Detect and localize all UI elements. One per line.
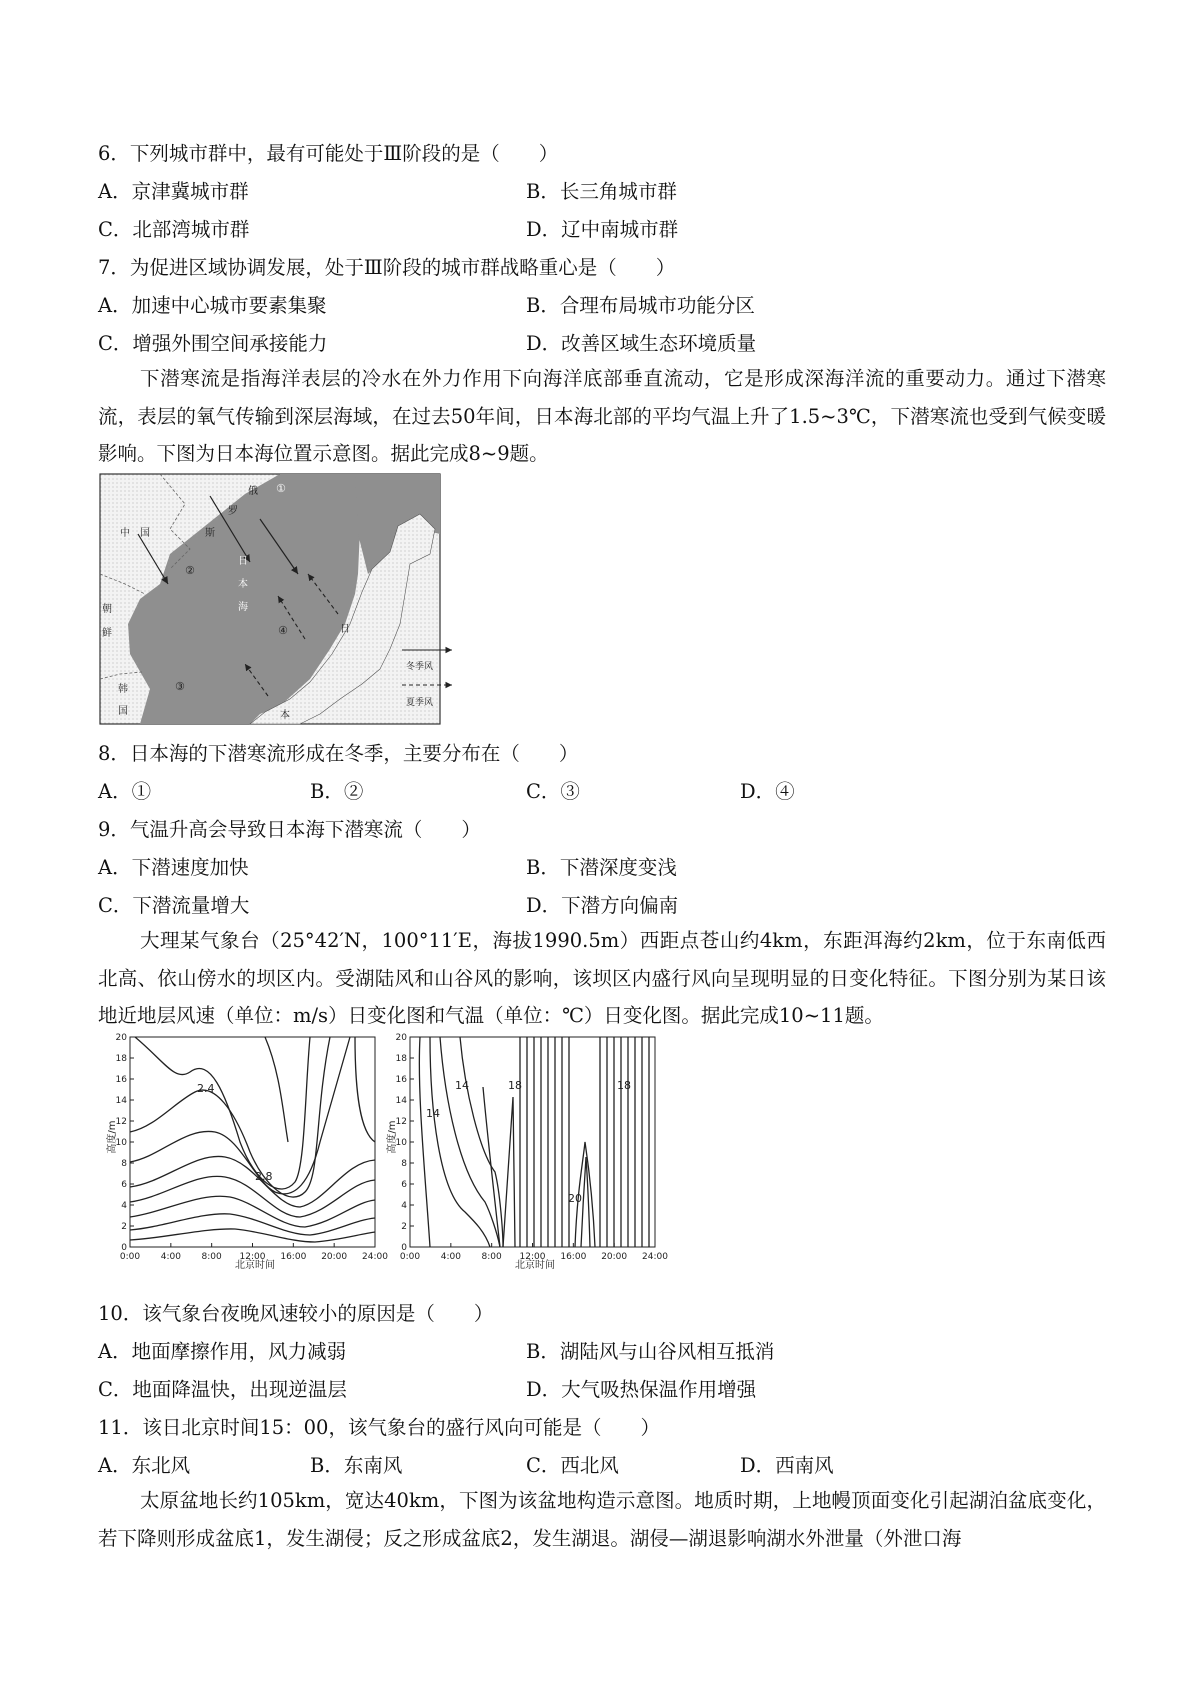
wind-ytick-label: 2 (121, 1222, 127, 1232)
wind-ytick-label: 10 (115, 1138, 127, 1148)
temp-xtick-label: 8:00 (481, 1252, 502, 1262)
wind-label-1: 2.8 (255, 1170, 273, 1183)
map-label-korea-s1: 韩 (118, 684, 128, 695)
wind-ytick-label: 16 (115, 1075, 127, 1085)
temp-ytick-label: 12 (395, 1117, 407, 1127)
temp-ylabel: 高度/m (387, 1120, 398, 1154)
temp-ytick-label: 18 (395, 1054, 407, 1064)
marker-2: ② (185, 564, 195, 577)
temp-contours (419, 1037, 649, 1247)
wind-xtick-label: 8:00 (201, 1252, 222, 1262)
q11-option-c: C．西北风 (526, 1454, 619, 1477)
marker-4: ④ (278, 624, 288, 637)
wind-ytick-label: 4 (121, 1201, 127, 1211)
q7-option-c: C．增强外围空间承接能力 (98, 332, 328, 355)
wind-ylabel: 高度/m (107, 1120, 118, 1154)
temp-yticks (396, 1033, 414, 1253)
marker-1: ① (276, 482, 286, 495)
wind-ytick-label: 20 (115, 1033, 127, 1043)
temperature-chart (385, 1032, 670, 1272)
wind-yticks (116, 1033, 134, 1253)
q6-option-d: D．辽中南城市群 (526, 218, 679, 241)
wind-xtick-label: 4:00 (160, 1252, 181, 1262)
temp-ytick-label: 6 (401, 1180, 407, 1190)
wind-ytick-label: 12 (115, 1117, 127, 1127)
q9-option-d: D．下潜方向偏南 (526, 894, 679, 917)
q8-option-a: A．① (98, 780, 152, 803)
temp-label-3: 18 (617, 1079, 631, 1092)
wind-speed-chart (105, 1032, 388, 1272)
temp-ytick-label: 14 (395, 1096, 407, 1106)
q6-option-c: C．北部湾城市群 (98, 218, 250, 241)
q7-option-d: D．改善区域生态环境质量 (526, 332, 757, 355)
legend-summer-label: 夏季风 (406, 698, 434, 708)
map-label-russia-e: 俄 (248, 486, 258, 497)
wind-xtick-label: 12:00 (239, 1252, 266, 1262)
q9-option-b: B．下潜深度变浅 (526, 856, 677, 879)
map-label-china: 中 国 (120, 528, 150, 539)
q11-option-b: B．东南风 (310, 1454, 403, 1477)
map-label-russia-luo: 罗 (228, 506, 238, 517)
q11-option-d: D．西南风 (740, 1454, 834, 1477)
wind-ytick-label: 0 (121, 1243, 127, 1253)
temp-ytick-label: 10 (395, 1138, 407, 1148)
temp-xtick-label: 4:00 (440, 1252, 461, 1262)
q10-option-d: D．大气吸热保温作用增强 (526, 1378, 757, 1401)
temp-label-0: 14 (426, 1107, 440, 1120)
wind-contours (130, 1037, 375, 1242)
wind-ytick-label: 6 (121, 1180, 127, 1190)
temp-xlabel: 北京时间 (515, 1260, 555, 1271)
wind-xtick-label: 16:00 (280, 1252, 307, 1262)
map-label-japan-ben: 本 (280, 710, 290, 721)
temp-ytick-label: 20 (395, 1033, 407, 1043)
q7-stem: 7．为促进区域协调发展，处于Ⅲ阶段的城市群战略重心是（ ） (98, 256, 676, 279)
temp-label-4: 20 (568, 1192, 582, 1205)
q10-option-c: C．地面降温快，出现逆温层 (98, 1378, 347, 1401)
q10-stem: 10．该气象台夜晚风速较小的原因是（ ） (98, 1302, 494, 1325)
q9-option-c: C．下潜流量增大 (98, 894, 250, 917)
q9-stem: 9．气温升高会导致日本海下潜寒流（ ） (98, 818, 481, 841)
temp-xtick-label: 24:00 (642, 1252, 668, 1262)
temp-label-1: 14 (455, 1079, 469, 1092)
temp-ytick-label: 8 (401, 1159, 407, 1169)
map-label-sea-ri: 日 (238, 556, 248, 567)
temp-xtick-label: 20:00 (601, 1252, 628, 1262)
q8-option-b: B．② (310, 780, 364, 803)
wind-ytick-label: 18 (115, 1054, 127, 1064)
q11-stem: 11．该日北京时间15：00，该气象台的盛行风向可能是（ ） (98, 1416, 660, 1439)
temp-ytick-label: 2 (401, 1222, 407, 1232)
q8-stem: 8．日本海的下潜寒流形成在冬季，主要分布在（ ） (98, 742, 579, 765)
map-label-japan-ri: 日 (340, 624, 350, 635)
temp-xtick-label: 16:00 (560, 1252, 587, 1262)
japan-sea-map (100, 474, 440, 724)
q8-option-c: C．③ (526, 780, 580, 803)
q11-option-a: A．东北风 (98, 1454, 191, 1477)
marker-3: ③ (175, 680, 185, 693)
temp-xtick-label: 0:00 (399, 1252, 421, 1262)
q8-option-d: D．④ (740, 780, 795, 803)
wind-xtick-label: 24:00 (362, 1252, 388, 1262)
temp-xtick-label: 12:00 (519, 1252, 546, 1262)
temp-ytick-label: 4 (401, 1201, 407, 1211)
map-label-korea-n1: 朝 (102, 604, 112, 615)
q9-option-a: A．下潜速度加快 (98, 856, 249, 879)
passage-undercurrent: 下潜寒流是指海洋表层的冷水在外力作用下向海洋底部垂直流动，它是形成深海洋流的重要动力。通过下潜寒流，表层的氧气传输到深层海域，在过去50年间，日本海北部的平均气温上升了1.5~3℃，下潜寒流也受到气候变暖影响。下图为日本海位置示意图。据此完成8~9题。 (98, 367, 1106, 466)
temp-ytick-label: 0 (401, 1243, 407, 1253)
map-label-russia-si: 斯 (205, 528, 215, 539)
q10-option-b: B．湖陆风与山谷风相互抵消 (526, 1340, 775, 1363)
wind-xlabel: 北京时间 (235, 1260, 275, 1271)
q7-option-b: B．合理布局城市功能分区 (526, 294, 755, 317)
q7-option-a: A．加速中心城市要素集聚 (98, 294, 327, 317)
temp-ytick-label: 16 (395, 1075, 407, 1085)
wind-ytick-label: 8 (121, 1159, 127, 1169)
q10-option-a: A．地面摩擦作用，风力减弱 (98, 1340, 347, 1363)
q6-option-a: A．京津冀城市群 (98, 180, 249, 203)
legend-winter-label: 冬季风 (406, 662, 434, 672)
map-label-korea-n2: 鲜 (102, 628, 112, 639)
passage-taiyuan-basin: 太原盆地长约105km，宽达40km，下图为该盆地构造示意图。地质时期，上地幔顶面变化引起湖泊盆底变化，若下降则形成盆底1，发生湖侵；反之形成盆底2，发生湖退。湖侵—湖退影响湖水外泄量（外泄口海 (98, 1489, 1106, 1550)
wind-xtick-label: 0:00 (119, 1252, 141, 1262)
wind-ytick-label: 14 (115, 1096, 127, 1106)
map-label-sea-hai: 海 (238, 602, 248, 613)
q6-option-b: B．长三角城市群 (526, 180, 677, 203)
wind-xtick-label: 20:00 (321, 1252, 348, 1262)
q6-stem: 6．下列城市群中，最有可能处于Ⅲ阶段的是（ ） (98, 142, 559, 165)
map-legend (400, 645, 460, 715)
map-label-korea-s2: 国 (118, 706, 128, 717)
temp-label-2: 18 (508, 1079, 522, 1092)
passage-dali-station: 大理某气象台（25°42′N，100°11′E，海拔1990.5m）西距点苍山约4km，东距洱海约2km，位于东南低西北高、依山傍水的坝区内。受湖陆风和山谷风的影响，该坝区内盛行风向呈现明显的日变化特征。下图分别为某日该地近地层风速（单位：m/s）日变化图和气温（单位：℃）日变化图。据此完成10~11题。 (98, 929, 1106, 1028)
wind-label-0: 2.4 (197, 1082, 215, 1095)
map-label-sea-ben: 本 (238, 579, 248, 590)
